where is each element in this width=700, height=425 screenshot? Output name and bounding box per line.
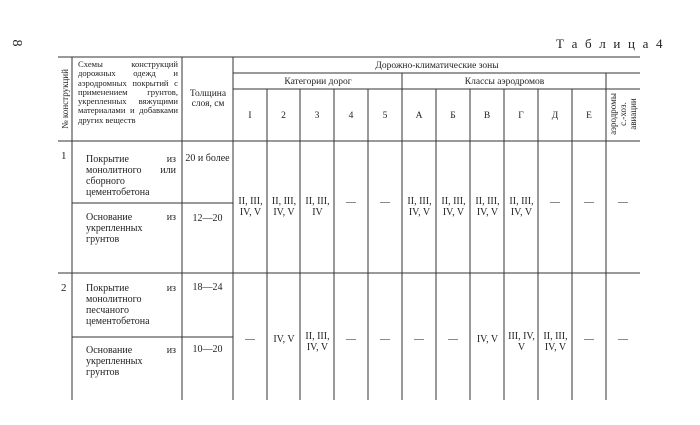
- zone-cell: —: [618, 197, 628, 208]
- header-thickness-col: Толщина слоя, см: [189, 89, 227, 109]
- zone-cell: III, IV, V: [508, 331, 535, 353]
- zone-cell: II, III, IV, V: [475, 196, 500, 218]
- page-number: 8: [9, 39, 24, 47]
- header-schemes-col: Схемы конструкций дорожных одежд и аэродромных покрытий с применением грунтов, укрепленных вяжущими материалами и добавками других веществ: [78, 59, 178, 125]
- header-zones: Дорожно-климатические зоны: [375, 61, 499, 71]
- subcol-header: 5: [382, 111, 388, 121]
- layer-scheme: Покрытие из монолитного песчаного цементобетона: [86, 283, 176, 327]
- table-title: Т а б л и ц а 4: [556, 36, 665, 51]
- subcol-header: I: [248, 111, 252, 121]
- subcol-header: Б: [450, 111, 456, 121]
- layer-thickness: 10—20: [192, 344, 223, 355]
- layer-thickness: 20 и более: [185, 153, 230, 164]
- subcol-header: Г: [518, 111, 524, 121]
- zone-cell: II, III, IV: [305, 196, 330, 218]
- zone-cell: IV, V: [476, 334, 499, 345]
- header-road-categories: Категории дорог: [284, 77, 352, 87]
- zone-cell: II, III, IV, V: [441, 196, 466, 218]
- layer-thickness: 18—24: [192, 282, 223, 293]
- zone-cell: —: [584, 197, 594, 208]
- zone-cell: IV, V: [273, 334, 295, 345]
- header-airfield-classes: Классы аэродромов: [464, 77, 545, 87]
- subcol-header: 3: [314, 111, 320, 121]
- layer-scheme: Основание из укрепленных грунтов: [86, 345, 176, 378]
- layer-scheme: Основание из укрепленных грунтов: [86, 212, 176, 245]
- row-number: 1: [61, 150, 67, 162]
- zone-cell: —: [618, 334, 628, 345]
- zone-cell: —: [346, 197, 356, 208]
- header-num-col: № конструкций: [60, 69, 70, 129]
- subcol-header: 4: [348, 111, 354, 121]
- zone-cell: II, III, IV, V: [305, 331, 330, 353]
- row-number: 2: [61, 282, 67, 294]
- subcol-header: А: [415, 111, 423, 121]
- zone-cell: II, III, IV, V: [543, 331, 568, 353]
- zone-cell: —: [448, 334, 458, 345]
- zone-cell: —: [380, 197, 390, 208]
- zone-cell: —: [245, 334, 255, 345]
- zone-cell: II, III, IV, V: [271, 196, 297, 218]
- subcol-header: В: [483, 111, 491, 121]
- zone-cell: II, III, IV, V: [238, 196, 263, 218]
- subcol-header: Д: [551, 111, 559, 121]
- zone-cell: II, III, IV, V: [509, 196, 534, 218]
- zone-cell: —: [584, 334, 594, 345]
- header-agri-col: аэродромы с.-хоз. авиации: [608, 93, 638, 135]
- subcol-header: 2: [281, 111, 286, 121]
- zone-cell: —: [550, 197, 560, 208]
- zone-cell: —: [346, 334, 356, 345]
- layer-scheme: Покрытие из монолитного или сборного цементобетона: [86, 154, 176, 198]
- subcol-header: Е: [586, 111, 592, 121]
- layer-thickness: 12—20: [192, 213, 223, 224]
- zone-cell: —: [380, 334, 390, 345]
- zone-cell: —: [414, 334, 424, 345]
- zone-cell: II, III, IV, V: [407, 196, 432, 218]
